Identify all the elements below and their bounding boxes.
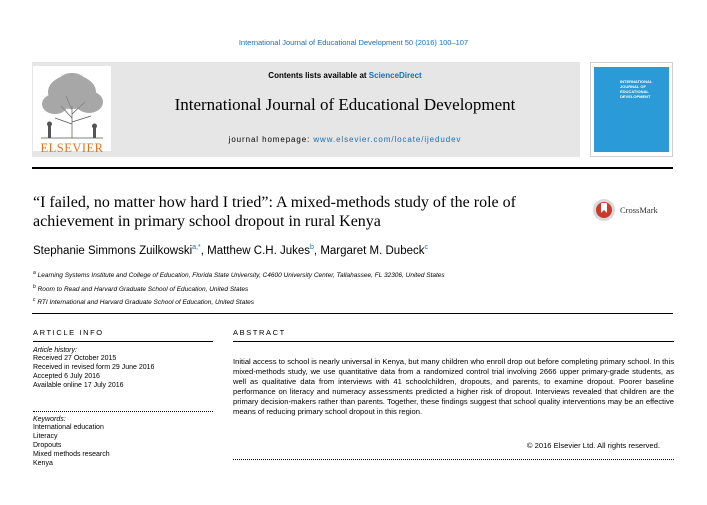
journal-citation[interactable]: International Journal of Educational Development 50 (2016) 100–107 [238, 38, 469, 47]
copyright-notice: © 2016 Elsevier Ltd. All rights reserved. [526, 441, 660, 450]
contents-available-line [110, 71, 580, 80]
divider [233, 459, 674, 460]
keyword-item[interactable]: Dropouts [33, 442, 62, 449]
article-title: “I failed, no matter how hard I tried”: A mixed-methods study of the role of achievement in primary school dropout in rural Kenya [33, 194, 516, 230]
journal-title: International Journal of Educational Development [174, 95, 516, 114]
elsevier-tree-logo [33, 66, 111, 151]
history-item: Available online 17 July 2016 [33, 382, 124, 389]
sciencedirect-link[interactable]: ScienceDirect [368, 71, 422, 80]
journal-cover-thumbnail[interactable] [590, 62, 673, 157]
journal-homepage-line [110, 135, 580, 144]
author-name[interactable]: Margaret M. Dubeck [320, 245, 425, 257]
author-affiliation-mark[interactable]: a,* [192, 244, 201, 251]
homepage-link[interactable]: www.elsevier.com/locate/ijedudev [313, 135, 462, 144]
keyword-item[interactable]: International education [33, 424, 104, 431]
keyword-item[interactable]: Kenya [33, 460, 53, 467]
divider [33, 341, 213, 342]
author-affiliation-mark[interactable]: b [310, 244, 314, 251]
divider [32, 313, 673, 314]
crossmark-label[interactable]: CrossMark [620, 205, 658, 215]
author-name[interactable]: Matthew C.H. Jukes [207, 245, 311, 257]
cover-title: INTERNATIONAL JOURNAL OF EDUCATIONAL DEVELOPMENT [620, 79, 653, 99]
contents-prefix: Contents lists available at [268, 71, 369, 80]
article-info-heading: ARTICLE INFO [33, 328, 104, 337]
history-item: Received 27 October 2015 [33, 355, 117, 362]
history-label: Article history: [33, 347, 77, 354]
affiliation-item: $^b$ Room to Read and Harvard Graduate School of Education, United States [33, 283, 249, 293]
abstract-heading: ABSTRACT [233, 328, 286, 337]
keywords-label: Keywords: [33, 416, 66, 423]
publisher-wordmark: ELSEVIER [40, 141, 104, 155]
author-list: Stephanie Simmons Zuilkowski$^{a,*}$, Matthew C.H. Jukes$^b$, Margaret M. Dubeck$^c$ [33, 244, 428, 257]
author-affiliation-mark[interactable]: c [424, 244, 428, 251]
divider [233, 341, 674, 342]
abstract-body: Initial access to school is nearly universal in Kenya, but many children who enroll drop out before completing primary school. In this mixed-methods study, we use quantitative data from a randomized control trial involving 2666 upper primary-grade students, as well as qualitative data from interviews with 41 schoolchildren, dropouts, and parents, to examine dropout. Poorer baseline performance on literacy and numeracy assessments predicted a higher risk of dropout. Interviews revealed that children are the primary decision-makers rather than parents. Together, these findings suggest that school quality interventions may be an effective means of reducing primary school dropout in this region. [233, 357, 674, 416]
homepage-prefix: journal homepage: [228, 135, 314, 144]
affiliation-list [33, 268, 673, 309]
cover-image [594, 67, 669, 152]
affiliation-item: $^a$ Learning Systems Institute and College of Education, Florida State University, C4600 University Center, Tallahassee, FL 32306, United States [33, 270, 445, 279]
article-history [33, 347, 213, 390]
keyword-item[interactable]: Literacy [33, 433, 58, 440]
history-item: Received in revised form 29 June 2016 [33, 364, 155, 371]
author-name[interactable]: Stephanie Simmons Zuilkowski [33, 245, 193, 257]
affiliation-item: $^c$ RTI International and Harvard Graduate School of Education, United States [33, 297, 254, 306]
divider [33, 411, 213, 412]
keywords-list [33, 416, 213, 468]
keyword-item[interactable]: Mixed methods research [33, 451, 110, 458]
history-item: Accepted 6 July 2016 [33, 373, 100, 380]
header-divider [32, 167, 673, 169]
crossmark-icon[interactable] [592, 198, 616, 222]
